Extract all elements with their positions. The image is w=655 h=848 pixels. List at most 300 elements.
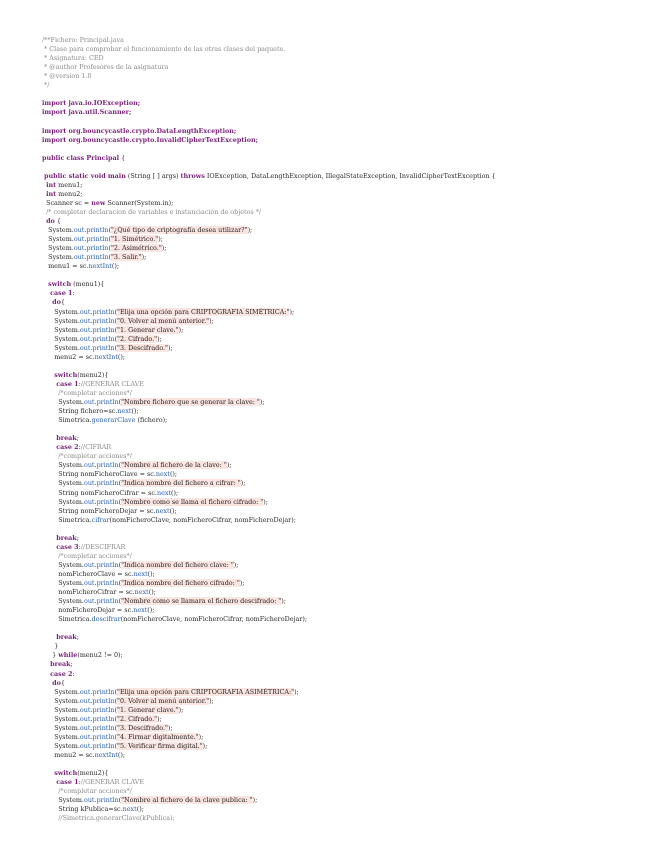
code-text: );	[198, 732, 204, 741]
code-line	[42, 452, 132, 461]
string-literal: "3. Descifrado."	[117, 723, 168, 732]
code-text: ();	[136, 805, 144, 814]
code-line	[42, 217, 61, 226]
code-text	[42, 543, 56, 551]
code-text	[42, 670, 50, 678]
code-text: ();	[147, 569, 155, 578]
code-text: String fichero=sc.	[42, 407, 118, 416]
string-literal: "Elija una opción para CRIPTOGRAFIA SIMÉTRICA:"	[117, 307, 290, 316]
code-line	[42, 606, 154, 615]
comment: //GENERAR CLAVE	[80, 778, 145, 787]
method-name: out	[83, 479, 95, 488]
code-line	[42, 398, 265, 407]
method-name: next	[122, 805, 137, 814]
code-text: );	[178, 705, 184, 714]
keyword: throws	[180, 171, 205, 180]
code-text: .	[94, 597, 97, 606]
code-text: System.	[42, 325, 80, 334]
method-name: out	[79, 696, 91, 705]
code-line	[42, 72, 92, 81]
code-text: (	[114, 307, 118, 316]
code-text: (	[114, 714, 118, 723]
method-name: println	[92, 696, 115, 705]
comment: /*completar acciones*/	[58, 388, 132, 397]
code-line	[42, 63, 168, 72]
code-text	[42, 778, 56, 786]
method-name: println	[96, 579, 119, 587]
code-text: .	[90, 714, 93, 723]
string-literal: "2. Cifrado."	[117, 334, 158, 343]
code-line	[42, 280, 104, 289]
code-line	[42, 814, 175, 823]
comment: * Asignatura: CED	[42, 54, 104, 63]
code-line	[42, 181, 82, 190]
code-text: ();	[171, 488, 179, 497]
code-text: Simetrica.	[42, 515, 92, 524]
code-text: );	[202, 741, 208, 750]
code-text: System.	[42, 343, 80, 352]
code-line	[42, 99, 140, 108]
code-line	[42, 561, 238, 570]
code-text	[42, 434, 56, 442]
code-line	[42, 570, 155, 579]
keyword: new	[91, 198, 106, 207]
method-name: generarClave	[91, 416, 136, 425]
method-name: out	[73, 253, 85, 262]
code-text: String nomFicheroCifrar = sc.	[42, 488, 157, 497]
code-text: System.	[42, 253, 74, 262]
code-text: (	[118, 479, 122, 488]
keyword: break	[56, 533, 77, 542]
code-text: menu1 = sc.	[42, 262, 89, 271]
method-name: out	[79, 741, 91, 750]
code-text: System.	[42, 705, 80, 714]
method-name: println	[92, 343, 115, 352]
code-text: System.	[42, 316, 80, 325]
code-text	[42, 443, 56, 451]
code-text: (	[114, 723, 118, 732]
code-line	[42, 751, 125, 760]
code-text: String nomFicheroClave = sc.	[42, 470, 156, 479]
code-line	[42, 778, 144, 787]
string-literal: "0. Volver al menú anterior."	[117, 316, 210, 325]
code-text: (	[114, 687, 118, 696]
code-text: .	[84, 244, 87, 253]
code-text: menu2;	[56, 189, 83, 198]
code-text: .	[90, 307, 93, 316]
method-name: out	[73, 235, 85, 244]
code-text: System.	[42, 479, 84, 488]
code-text: );	[161, 244, 167, 253]
string-literal: "Elija una opción para CRIPTOGRAFIA ASIMÉTRICA:"	[117, 687, 295, 696]
keyword: int	[46, 189, 57, 198]
method-name: println	[96, 497, 119, 506]
code-line	[42, 389, 132, 398]
code-line	[42, 172, 496, 181]
code-line	[42, 805, 144, 814]
code-text: ();	[169, 506, 177, 515]
method-name: out	[79, 732, 91, 741]
method-name: out	[79, 334, 91, 343]
code-text: );	[158, 235, 163, 244]
keyword: case 2	[56, 443, 79, 452]
string-literal: "5. Verificar firma digital."	[117, 741, 203, 750]
code-text: nomFicheroClave = sc.	[42, 569, 134, 578]
code-text: nomFicheroDejar = sc.	[42, 606, 134, 615]
code-line	[42, 434, 79, 443]
code-line	[42, 733, 203, 742]
code-text: (	[118, 796, 122, 805]
code-text	[42, 371, 54, 379]
method-name: println	[86, 226, 109, 235]
code-text: .	[84, 235, 87, 244]
code-line	[42, 326, 183, 335]
code-text: ();	[148, 588, 156, 597]
code-text: {	[60, 298, 65, 307]
method-name: println	[96, 796, 119, 805]
code-line	[42, 597, 286, 606]
code-text: (nomFicheroClave, nomFicheroCifrar, nomFicheroDejar);	[120, 615, 307, 624]
keyword: case 3	[56, 542, 79, 551]
code-text: System.	[42, 687, 80, 696]
method-name: next	[155, 470, 170, 479]
code-line	[42, 54, 104, 63]
code-text: (	[108, 235, 111, 244]
code-text: .	[90, 343, 93, 352]
code-line	[42, 36, 124, 45]
code-text: .	[90, 316, 93, 325]
code-text: .	[90, 723, 93, 732]
keyword: import java.util.Scanner;	[42, 108, 132, 117]
keyword: break	[56, 633, 77, 642]
code-line	[42, 262, 119, 271]
code-text: );	[178, 325, 184, 334]
string-literal: "Nombre al fichero de la clave publica: "	[121, 796, 253, 805]
comment: /* completar declaracion de variables e instanciación de objetos */	[46, 207, 262, 216]
code-line	[42, 335, 162, 344]
code-text: (	[118, 579, 122, 587]
code-line	[42, 416, 167, 425]
code-text: System.	[42, 497, 84, 506]
code-text: ();	[169, 470, 178, 479]
string-literal: "0. Volver al menú anterior."	[117, 696, 210, 705]
code-line	[42, 588, 156, 597]
code-text: Scanner(System.in);	[105, 198, 174, 207]
code-text: IOException, DataLengthException, IllegalStateException, InvalidCipherTextException {	[204, 171, 496, 180]
code-line	[42, 543, 125, 552]
code-text: menu2 = sc.	[42, 750, 95, 759]
code-text: System.	[42, 597, 84, 606]
method-name: out	[83, 497, 95, 506]
code-text	[42, 389, 58, 397]
keyword: switch	[54, 769, 78, 778]
string-literal: "1. Generar clave."	[117, 325, 179, 334]
method-name: println	[92, 307, 115, 316]
code-line	[42, 706, 183, 715]
code-text: System.	[42, 732, 80, 741]
code-text: );	[239, 579, 245, 587]
comment: /*completar acciones*/	[58, 787, 132, 796]
method-name: println	[92, 723, 115, 732]
method-name: out	[83, 461, 95, 470]
code-text: :	[72, 669, 75, 678]
code-text	[42, 289, 50, 297]
code-text: (	[118, 497, 122, 506]
code-text	[42, 380, 56, 388]
code-text: ();	[111, 262, 119, 271]
code-text: :	[78, 379, 81, 388]
string-literal: "Nombre como se llamara el fichero descifrado: "	[121, 597, 282, 606]
comment: * @author Profesores de la asignatura	[42, 63, 169, 72]
keyword: import java.io.IOException;	[42, 99, 141, 108]
code-text: .	[90, 741, 93, 750]
code-text: );	[226, 461, 232, 470]
code-text: .	[84, 226, 87, 235]
code-line	[42, 81, 49, 90]
code-text: );	[294, 687, 299, 696]
code-text	[42, 660, 50, 668]
code-line	[42, 651, 123, 660]
code-text: Scanner sc =	[42, 198, 92, 207]
code-text: );	[247, 226, 253, 235]
code-text: );	[167, 343, 173, 352]
string-literal: "1. Generar clave."	[117, 705, 179, 714]
code-text: System.	[42, 579, 84, 587]
code-text: ();	[131, 407, 139, 416]
code-text: :	[78, 443, 81, 452]
code-text: (menu2){	[77, 769, 109, 778]
code-text: );	[157, 714, 162, 723]
code-line	[42, 235, 163, 244]
code-text: menu2 = sc.	[42, 352, 95, 361]
code-text: ;	[70, 660, 73, 669]
keyword: break	[50, 660, 71, 669]
method-name: descifrar	[91, 615, 121, 624]
method-name: println	[86, 253, 109, 262]
code-line	[42, 579, 244, 588]
code-text: System.	[42, 714, 80, 723]
code-text: Simetrica.	[42, 416, 92, 425]
comment: //GENERAR CLAVE	[80, 379, 145, 388]
comment: */	[42, 81, 50, 90]
code-text: (	[114, 343, 118, 352]
code-text: String kPublica=sc.	[42, 805, 123, 814]
code-text: .	[94, 461, 97, 470]
keyword: case 1	[50, 289, 73, 298]
code-text: System.	[42, 226, 74, 235]
method-name: next	[133, 606, 148, 615]
code-line	[42, 697, 214, 706]
code-line	[42, 226, 252, 235]
method-name: out	[79, 723, 91, 732]
code-text: );	[209, 696, 214, 705]
code-text: ;	[76, 533, 79, 542]
code-text: .	[90, 705, 93, 714]
code-line	[42, 507, 177, 516]
keyword: switch	[48, 280, 72, 289]
code-line	[42, 380, 144, 389]
method-name: out	[79, 316, 91, 325]
code-text: (menu2 != 0);	[77, 651, 123, 660]
method-name: println	[92, 316, 115, 325]
code-text: (String [ ] args)	[125, 171, 181, 180]
code-text: System.	[42, 307, 80, 316]
code-text: System.	[42, 244, 74, 253]
code-text: (	[114, 732, 118, 741]
method-name: println	[92, 732, 115, 741]
method-name: next	[134, 588, 149, 597]
method-name: out	[83, 597, 95, 606]
method-name: println	[96, 597, 119, 606]
code-text: Simetrica.	[42, 615, 92, 624]
code-line	[42, 516, 296, 525]
code-line	[42, 407, 139, 416]
code-text: .	[94, 560, 97, 569]
keyword: do	[52, 298, 61, 307]
comment: //DESCIFRAR	[80, 542, 126, 551]
code-line	[42, 660, 73, 669]
comment: * Clase para comprobar el funcionamiento de las otras clases del paquete.	[42, 45, 286, 54]
keyword: public static void main	[44, 171, 126, 180]
code-line	[42, 615, 307, 624]
comment: //Simetrica.generarClave(kPublica);	[58, 814, 175, 823]
method-name: out	[83, 796, 95, 805]
string-literal: "1. Simétrico."	[110, 235, 159, 244]
keyword: break	[56, 434, 77, 443]
method-name: println	[92, 325, 115, 334]
code-line	[42, 45, 285, 54]
code-line	[42, 127, 236, 136]
code-line	[42, 679, 65, 688]
code-text: }	[42, 642, 59, 651]
code-text: :	[78, 542, 81, 551]
method-name: out	[79, 687, 91, 696]
code-text: (menu2){	[77, 370, 109, 379]
code-text: (nomFicheroClave, nomFicheroCifrar, nomFicheroDejar);	[109, 515, 296, 524]
method-name: out	[79, 714, 91, 723]
code-line	[42, 190, 82, 199]
method-name: nextInt	[94, 750, 118, 759]
code-text: ();	[147, 606, 155, 615]
code-text: String nomFicheroDejar = sc.	[42, 506, 156, 515]
string-literal: "3. Salir."	[110, 253, 142, 262]
code-text: (	[114, 741, 118, 750]
method-name: println	[86, 244, 109, 253]
method-name: println	[92, 705, 115, 714]
code-text: }	[42, 651, 59, 660]
code-line	[42, 796, 257, 805]
method-name: nextInt	[94, 352, 118, 361]
method-name: out	[79, 325, 91, 334]
code-text	[42, 787, 58, 795]
method-name: out	[79, 705, 91, 714]
code-line	[42, 479, 245, 488]
code-text: System.	[42, 796, 84, 805]
method-name: out	[83, 579, 95, 587]
method-name: out	[79, 307, 91, 316]
method-name: println	[92, 714, 115, 723]
method-name: println	[96, 461, 119, 470]
comment: * @version 1.0	[42, 72, 92, 81]
string-literal: "¿Qué tipo de criptografía desea utilizar?"	[110, 226, 248, 235]
method-name: println	[92, 687, 115, 696]
code-line	[42, 688, 299, 697]
code-line	[42, 371, 108, 380]
string-literal: "2. Asimétrico."	[110, 244, 162, 253]
code-text: System.	[42, 461, 84, 470]
code-line	[42, 769, 108, 778]
code-line	[42, 108, 131, 117]
method-name: next	[156, 488, 172, 497]
code-line	[42, 298, 65, 307]
code-text: (	[108, 253, 111, 262]
code-text: );	[141, 253, 147, 262]
code-line	[42, 154, 125, 163]
keyword: int	[46, 180, 57, 189]
code-text: (	[118, 560, 122, 569]
code-text: System.	[42, 334, 80, 343]
method-name: cifrar	[91, 515, 110, 524]
code-text: .	[94, 796, 97, 805]
method-name: println	[92, 334, 115, 343]
code-line	[42, 208, 261, 217]
code-text: ();	[117, 750, 126, 759]
code-text: {	[60, 678, 65, 687]
code-line	[42, 633, 79, 642]
keyword: case 1	[56, 778, 79, 787]
keyword: import org.bouncycastle.crypto.DataLengthException;	[42, 126, 237, 135]
comment: /*completar acciones*/	[58, 551, 132, 560]
code-text: .	[84, 253, 87, 262]
code-line	[42, 344, 173, 353]
code-line	[42, 724, 173, 733]
code-line	[42, 742, 207, 751]
method-name: out	[73, 244, 85, 253]
keyword: do	[46, 217, 55, 225]
code-text: System.	[42, 398, 84, 406]
code-text: System.	[42, 741, 80, 750]
code-text: :	[78, 778, 81, 787]
code-text: {	[54, 217, 61, 225]
code-text: (	[118, 597, 122, 606]
code-text: .	[90, 687, 93, 696]
code-text: (fichero);	[135, 416, 168, 425]
code-text: System.	[42, 235, 74, 244]
method-name: out	[83, 560, 95, 569]
code-line	[42, 317, 214, 326]
code-line	[42, 552, 132, 561]
code-line	[42, 470, 177, 479]
keyword: switch	[54, 370, 78, 379]
code-text: );	[157, 334, 162, 343]
code-line	[42, 308, 294, 317]
code-text: );	[252, 796, 258, 805]
code-text: (	[118, 398, 122, 406]
code-text	[42, 769, 54, 777]
method-name: next	[117, 407, 132, 416]
comment: //CIFRAR	[80, 443, 112, 452]
string-literal: "2. Cifrado."	[117, 714, 158, 723]
code-text: System.	[42, 723, 80, 732]
method-name: println	[96, 398, 119, 406]
code-text: );	[167, 723, 173, 732]
code-line	[42, 787, 132, 796]
method-name: println	[96, 560, 119, 569]
code-text: :	[72, 289, 75, 298]
keyword: import org.bouncycastle.crypto.InvalidCipherTextException;	[42, 135, 258, 144]
string-literal: "Indica nombre del fichero cifrado: "	[121, 579, 240, 587]
code-line	[42, 253, 146, 262]
